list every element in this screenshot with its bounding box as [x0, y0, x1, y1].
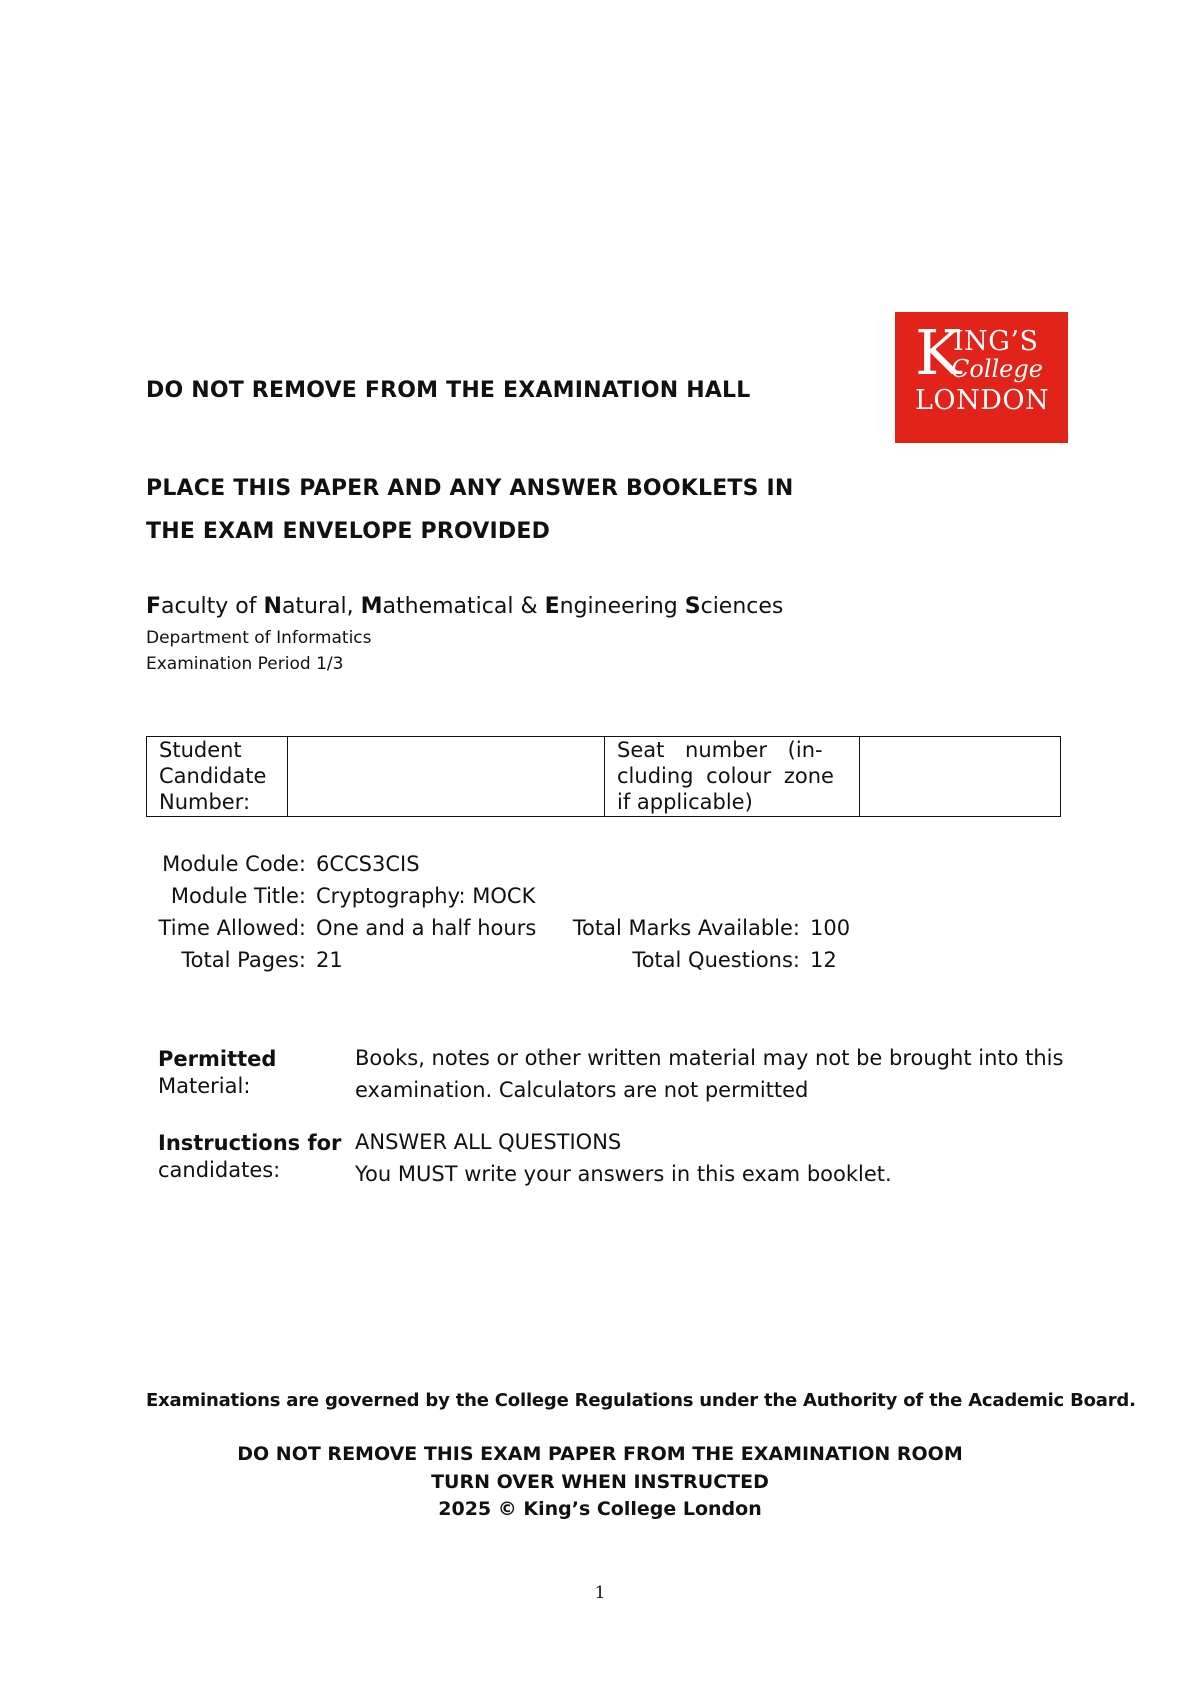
faculty-word-1: aculty of [161, 594, 264, 619]
permitted-material-text [355, 1042, 1063, 1106]
faculty-initial-m: M [360, 594, 383, 619]
instructions-text [355, 1126, 892, 1190]
page-number: 1 [594, 1583, 606, 1603]
faculty-word-5: ciences [700, 594, 784, 619]
faculty-initial-e: E [544, 594, 560, 619]
module-info-table [146, 848, 850, 976]
instructions-text-line2: You MUST write your answers in this exam booklet. [355, 1162, 892, 1186]
footer-warning: DO NOT REMOVE THIS EXAM PAPER FROM THE EXAMINATION ROOM [237, 1443, 963, 1465]
kings-college-logo [895, 312, 1068, 443]
faculty-word-3: athematical & [382, 594, 545, 619]
logo-letter-k: K [915, 316, 962, 389]
regulations-note: Examinations are governed by the College Regulations under the Authority of the Academic Board. [146, 1390, 1136, 1411]
seat-number-label [605, 737, 860, 817]
place-heading-line1: PLACE THIS PAPER AND ANY ANSWER BOOKLETS IN [146, 476, 794, 501]
permitted-text-line2: examination. Calculators are not permitted [355, 1078, 809, 1102]
time-allowed-label: Time Allowed: [158, 916, 306, 940]
department: Department of Informatics [146, 628, 372, 648]
faculty-initial-n: N [263, 594, 282, 619]
total-marks-label: Total Marks Available: [572, 916, 800, 940]
student-number-label [147, 737, 288, 817]
faculty-name [146, 594, 783, 619]
logo-college: College [951, 355, 1043, 383]
student-number-field[interactable] [288, 737, 605, 817]
faculty-initial-s: S [684, 594, 701, 619]
student-label-line1: Student [159, 738, 242, 762]
time-allowed: One and a half hours [316, 916, 537, 940]
total-marks: 100 [810, 916, 851, 940]
place-heading-line2: THE EXAM ENVELOPE PROVIDED [146, 519, 551, 544]
faculty-word-2: atural, [281, 594, 361, 619]
footer-copyright: 2025 © King’s College London [438, 1498, 762, 1520]
candidate-info-table [146, 736, 1061, 817]
instructions-label-line2: candidates: [158, 1158, 281, 1182]
seat-label-line2: cluding colour zone [617, 764, 834, 788]
instructions-label [158, 1130, 341, 1184]
student-label-line3: Number: [159, 790, 251, 814]
module-title-label: Module Title: [170, 884, 306, 908]
permitted-material-label [158, 1046, 276, 1100]
seat-number-field[interactable] [860, 737, 1061, 817]
footer-turn-over: TURN OVER WHEN INSTRUCTED [431, 1471, 769, 1493]
module-title: Cryptography: MOCK [316, 884, 536, 908]
faculty-initial-f: F [146, 594, 162, 619]
instructions-text-line1: ANSWER ALL QUESTIONS [355, 1130, 622, 1154]
examination-period: Examination Period 1/3 [146, 654, 344, 674]
total-pages-label: Total Pages: [181, 948, 306, 972]
permitted-label-line2: Material: [158, 1074, 251, 1098]
total-pages: 21 [316, 948, 343, 972]
seat-label-line3: if applicable) [617, 790, 753, 814]
permitted-text-line1: Books, notes or other written material may not be brought into this [355, 1046, 1064, 1070]
permitted-label-line1: Permitted [158, 1047, 277, 1071]
instructions-label-line1: Instructions for [158, 1131, 342, 1155]
seat-label-line1: Seat number (in- [617, 738, 823, 762]
faculty-word-4: ngineering [559, 594, 685, 619]
logo-ings: ING’S [953, 326, 1039, 357]
module-code-label: Module Code: [162, 852, 306, 876]
logo-london: LONDON [915, 385, 1050, 416]
student-label-line2: Candidate [159, 764, 267, 788]
module-code: 6CCS3CIS [316, 852, 420, 876]
warning-heading: DO NOT REMOVE FROM THE EXAMINATION HALL [146, 378, 751, 403]
total-questions: 12 [810, 948, 837, 972]
total-questions-label: Total Questions: [632, 948, 800, 972]
